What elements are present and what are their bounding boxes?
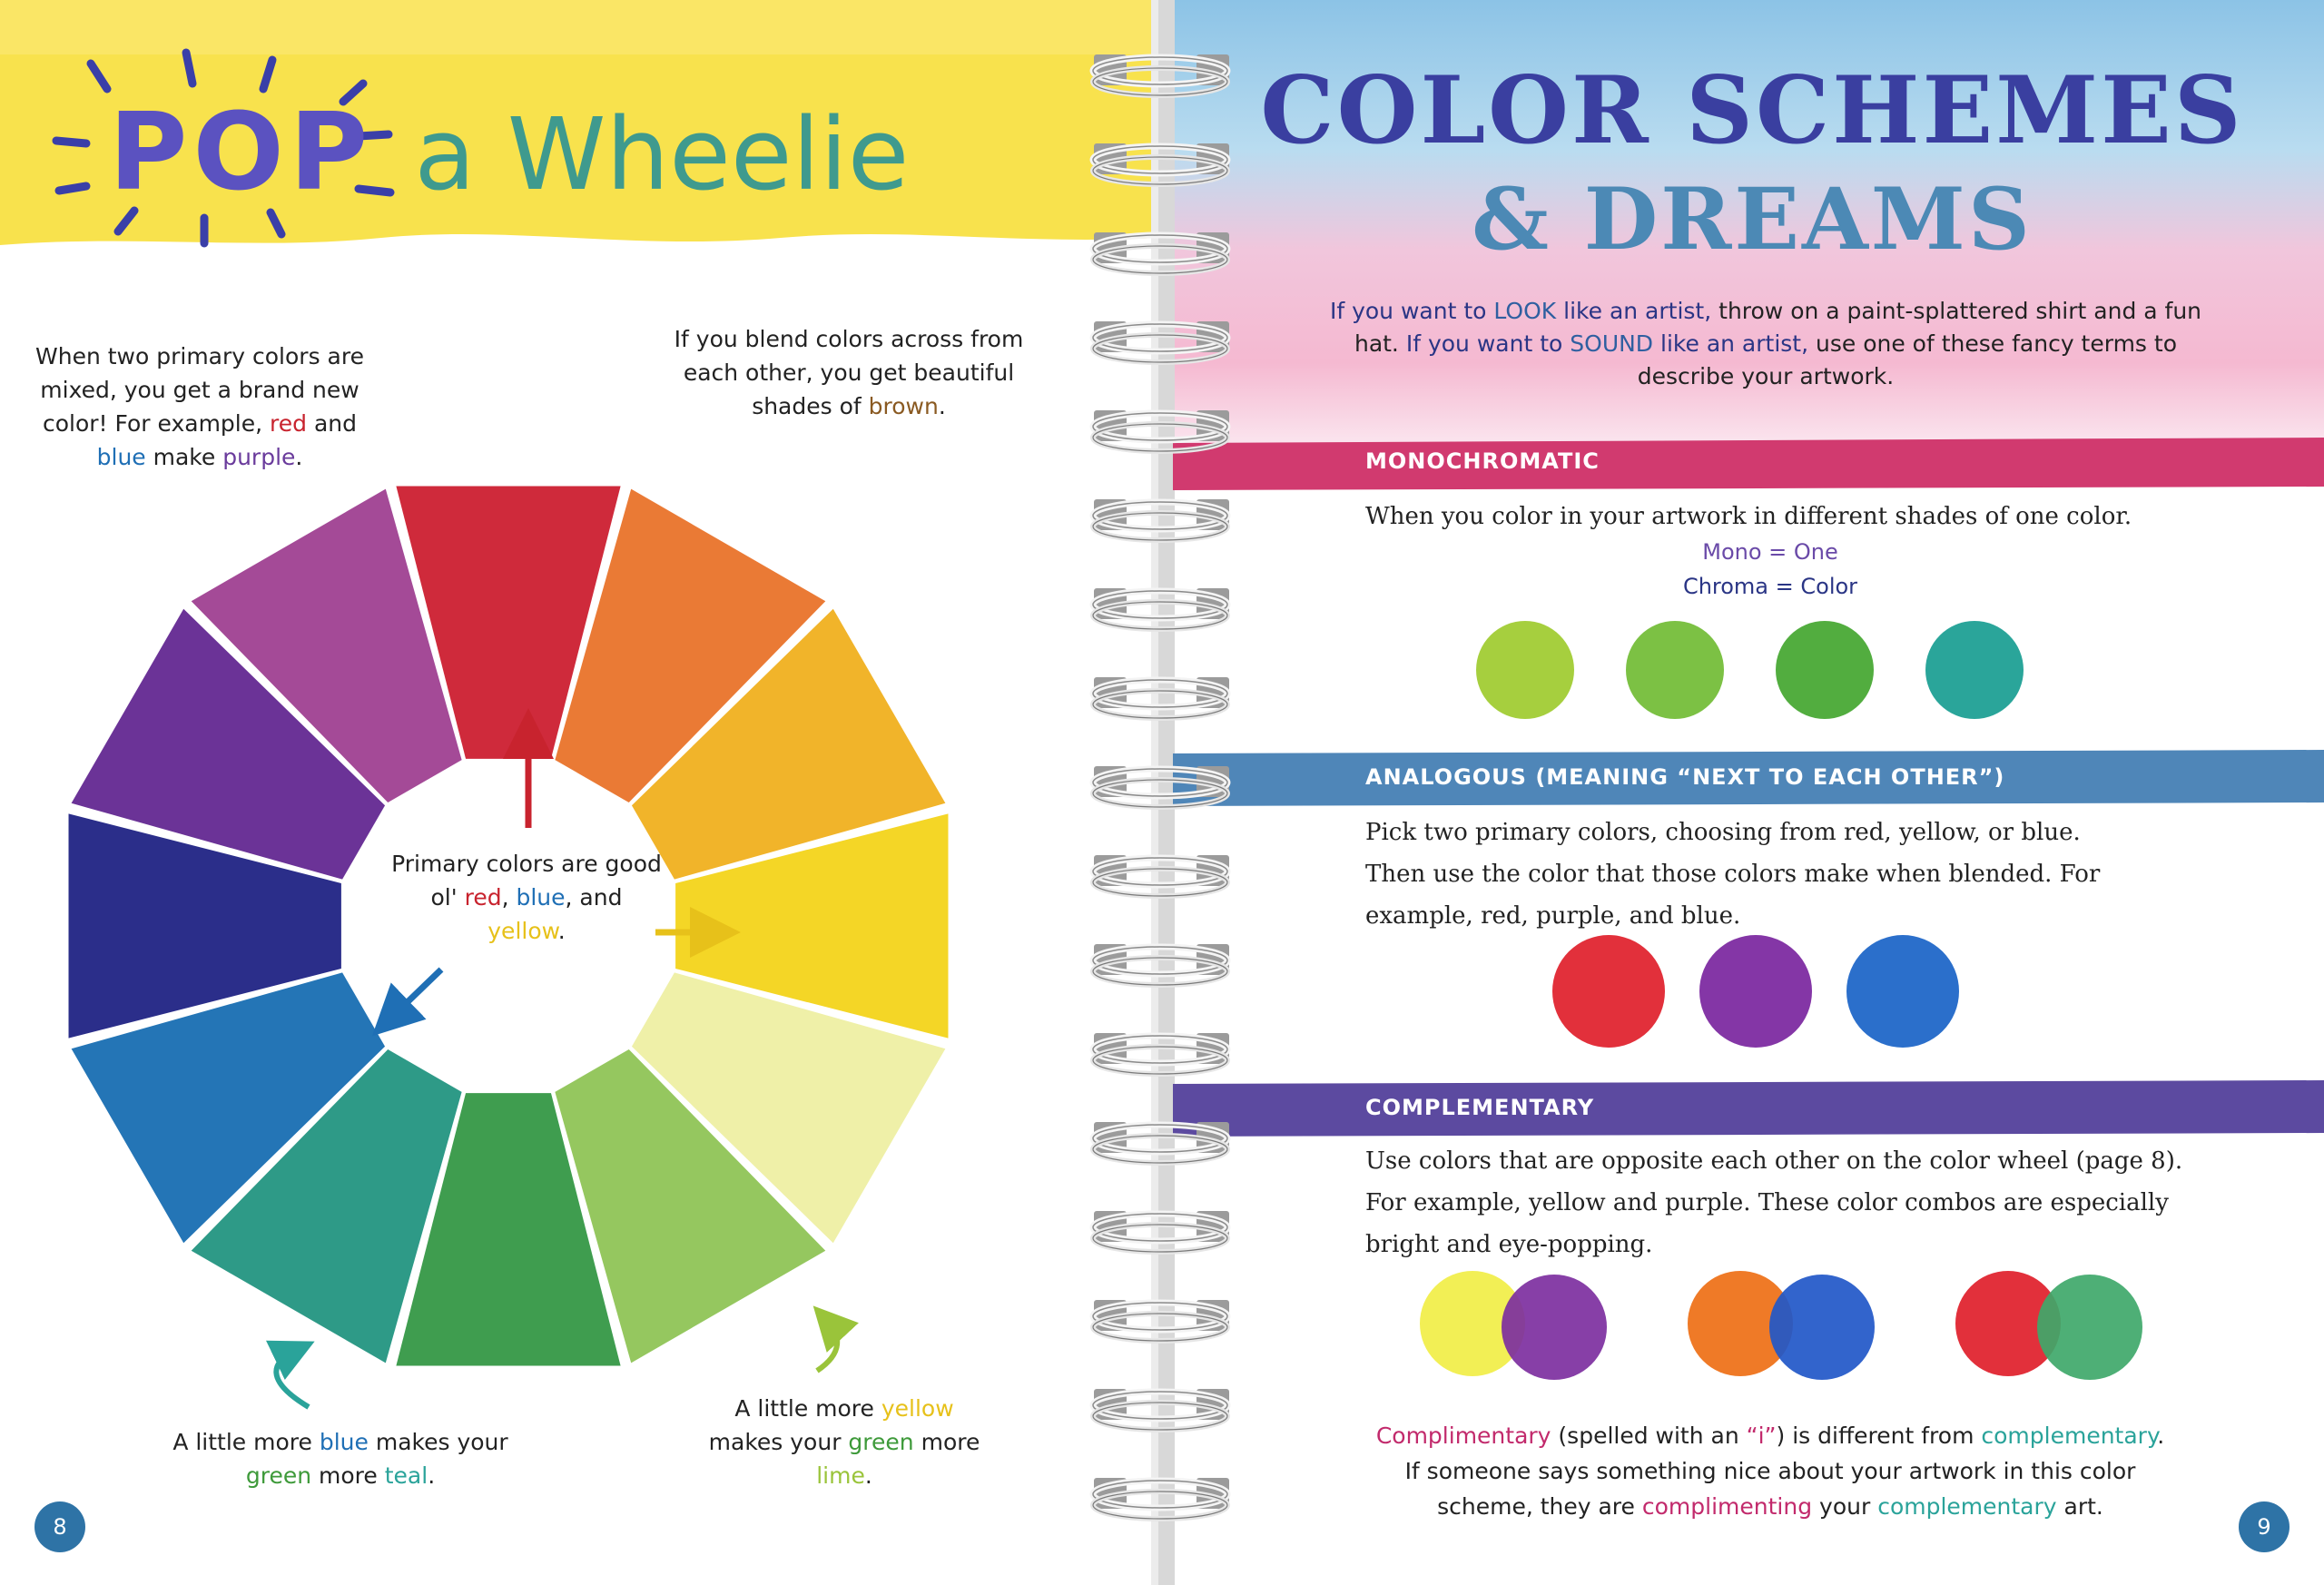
- analogous-line-1: Pick two primary colors, choosing from red, yellow, or blue.: [1365, 819, 2081, 846]
- note-yellow-text2: makes your: [708, 1429, 842, 1455]
- analogous-label-paren: (MEANING “NEXT TO EACH OTHER”): [1535, 764, 2005, 790]
- intro-sound: SOUND: [1570, 330, 1654, 357]
- footer-b: ) is different from: [1776, 1423, 1974, 1449]
- note-blend-text: If you blend colors across from each other, you get beautiful shades of: [674, 326, 1024, 419]
- intro-d: If you want to: [1405, 330, 1563, 357]
- heading-a-wheelie: a Wheelie: [414, 96, 910, 212]
- footer-line-1: [1307, 1418, 2233, 1453]
- word-i: “i”: [1746, 1423, 1777, 1449]
- swatch: [1552, 935, 1665, 1048]
- word-yellow: yellow: [881, 1395, 954, 1422]
- analogous-text: [1365, 812, 2309, 937]
- page-number-right: 9: [2239, 1501, 2290, 1552]
- analogous-line-3: example, red, purple, and blue.: [1365, 902, 1741, 930]
- footer-line-3: [1307, 1489, 2233, 1524]
- page-title-line2: & DREAMS: [1472, 170, 2033, 270]
- intro-f: use one of these fancy terms to describe your artwork.: [1637, 330, 2178, 389]
- word-teal: teal: [384, 1462, 428, 1489]
- page-title-line1: COLOR SCHEMES: [1260, 56, 2244, 165]
- punct: .: [557, 918, 566, 944]
- word-red: red: [464, 884, 502, 911]
- note-mixed-text: When two primary colors are mixed, you get a brand new color! For example,: [35, 343, 364, 437]
- analogous-label-main: ANALOGOUS: [1365, 764, 1527, 790]
- mono-equation: Mono = One: [1702, 539, 1838, 565]
- complementary-line-2: For example, yellow and purple. These color combos are especially: [1365, 1189, 2169, 1216]
- heading-pop: POP: [109, 89, 374, 214]
- swatch: [2037, 1275, 2142, 1380]
- swatch: [1776, 621, 1874, 719]
- footer-line-2: If someone says something nice about your artwork in this color: [1404, 1458, 2136, 1484]
- word-and: , and: [565, 884, 623, 911]
- word-complimentary: Complimentary: [1375, 1423, 1551, 1449]
- word-and: and: [313, 410, 358, 437]
- footer-a: (spelled with an: [1558, 1423, 1739, 1449]
- note-mixed: [27, 340, 372, 474]
- complementary-text: [1365, 1140, 2309, 1265]
- punct: .: [864, 1462, 872, 1489]
- monochromatic-label: MONOCHROMATIC: [1365, 448, 1600, 474]
- footer-d: scheme, they are: [1437, 1493, 1635, 1520]
- complementary-line-1: Use colors that are opposite each other on the color wheel (page 8).: [1365, 1147, 2183, 1175]
- word-green: green: [245, 1462, 312, 1489]
- word-blue: blue: [516, 884, 566, 911]
- note-blue: [172, 1425, 508, 1492]
- intro-c: throw on a paint-splattered shirt and a fun hat.: [1354, 298, 2202, 357]
- arrow-teal: [276, 1351, 309, 1407]
- word-blue: blue: [319, 1429, 369, 1455]
- footer-f: art.: [2063, 1493, 2103, 1520]
- word-complementary-2: complementary: [1877, 1493, 2057, 1520]
- note-blue-text3: more: [319, 1462, 378, 1489]
- word-blue: blue: [96, 444, 146, 470]
- swatch: [1502, 1275, 1607, 1380]
- punct: .: [938, 393, 946, 419]
- swatch: [1626, 621, 1724, 719]
- monochromatic-text: When you color in your artwork in different shades of one color.: [1365, 503, 2132, 530]
- word-lime: lime: [816, 1462, 865, 1489]
- intro-a: If you want to: [1329, 298, 1487, 324]
- swatch: [1699, 935, 1812, 1048]
- punct: .: [2157, 1423, 2165, 1449]
- arrow-blue: [390, 970, 441, 1019]
- note-primary: [390, 847, 663, 948]
- note-blend: [667, 322, 1030, 423]
- chroma-equation: Chroma = Color: [1682, 574, 1858, 599]
- note-yellow: [708, 1392, 980, 1492]
- punct: .: [428, 1462, 436, 1489]
- footer-note: [1307, 1418, 2233, 1524]
- intro-look: LOOK: [1493, 298, 1557, 324]
- word-brown: brown: [868, 393, 939, 419]
- page-number-left: 8: [34, 1501, 85, 1552]
- word-make: make: [153, 444, 216, 470]
- note-blue-text2: makes your: [375, 1429, 508, 1455]
- word-red: red: [270, 410, 308, 437]
- word-yellow: yellow: [487, 918, 558, 944]
- punct: .: [295, 444, 303, 470]
- analogous-line-2: Then use the color that those colors make when blended. For: [1365, 861, 2101, 888]
- analogous-label: [1365, 764, 2004, 790]
- word-purple: purple: [222, 444, 296, 470]
- intro-e: like an artist,: [1660, 330, 1809, 357]
- punct: ,: [501, 884, 509, 911]
- swatch: [1846, 935, 1959, 1048]
- word-green: green: [848, 1429, 914, 1455]
- swatch: [1925, 621, 2024, 719]
- heading-pop-a-wheelie: [109, 89, 1017, 234]
- complementary-band: [1173, 1080, 2324, 1137]
- note-primary-text: Primary colors are good ol': [391, 851, 662, 911]
- swatch: [1769, 1275, 1875, 1380]
- note-yellow-text3: more: [921, 1429, 980, 1455]
- analogous-swatches: [1552, 935, 1959, 1048]
- complementary-line-3: bright and eye-popping.: [1365, 1231, 1653, 1258]
- swatch: [1476, 621, 1574, 719]
- intro-paragraph: [1307, 295, 2224, 393]
- intro-b: like an artist,: [1563, 298, 1712, 324]
- word-complementary: complementary: [1981, 1423, 2158, 1449]
- word-complimenting: complimenting: [1641, 1493, 1813, 1520]
- note-yellow-text: A little more: [734, 1395, 874, 1422]
- monochromatic-band: [1173, 438, 2324, 490]
- arrow-lime: [817, 1322, 837, 1371]
- note-blue-text: A little more: [172, 1429, 312, 1455]
- footer-e: your: [1819, 1493, 1871, 1520]
- complementary-label: COMPLEMENTARY: [1365, 1095, 1595, 1120]
